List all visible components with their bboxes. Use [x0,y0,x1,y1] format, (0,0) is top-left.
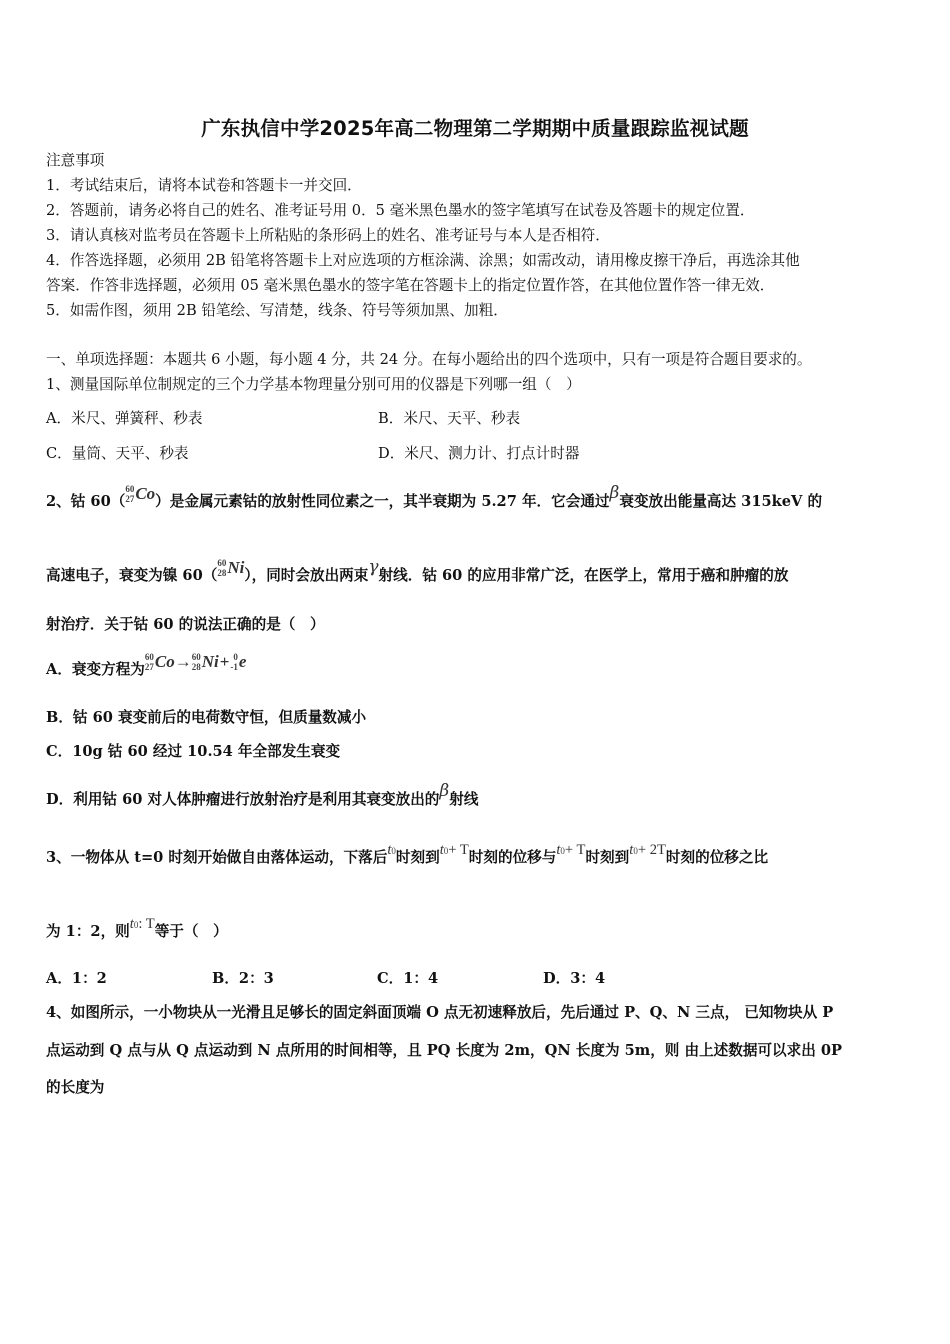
text-fragment: D．利用钴 60 对人体肿瘤进行放射治疗是利用其衰变放出的 [46,791,440,808]
notice-item: 4．作答选择题，必须用 2B 铅笔将答题卡上对应选项的方框涂满、涂黑；如需改动，请用橡皮擦干净后，再选涂其他 [46,252,800,269]
mass-number: 60 [217,558,227,568]
gamma-symbol: γ [368,557,379,577]
math-symbol: + T [564,842,586,858]
text-fragment: 高速电子，衰变为镍 60（ [46,567,218,584]
notice-item: 答案．作答非选择题，必须用 05 毫米黑色墨水的签字笔在答题卡上的指定位置作答，在其他位置作答一律无效． [46,277,775,294]
math-symbol: t [556,842,561,858]
question-4-line-1: 4、如图所示，一小物块从一光滑且足够长的固定斜面顶端 O 点无初速释放后，先后通过 P、Q、N 三点， 已知物块从 P [46,1004,834,1021]
question-2-option-d [46,781,479,810]
question-2-line-3: 射治疗．关于钴 60 的说法正确的是（ ） [46,616,325,633]
question-3-line-1 [46,842,769,869]
notice-item: 2．答题前，请务必将自己的姓名、准考证号用 0．5 毫米黑色墨水的签字笔填写在试卷及答题卡的规定位置． [46,202,755,219]
question-2-option-c: C．10g 钴 60 经过 10.54 年全部发生衰变 [46,743,341,760]
question-4-line-3: 的长度为 [46,1079,105,1096]
notice-item: 1．考试结束后，请将本试卷和答题卡一并交回． [46,177,362,194]
text-fragment: A．衰变方程为 [46,661,145,678]
subscript: 0 [443,846,449,856]
section-heading: 一、单项选择题：本题共 6 小题，每小题 4 分，共 24 分。在每小题给出的四个选项中，只有一项是符合题目要求的。 [46,351,812,368]
math-symbol: t [629,842,634,858]
text-fragment: 2、钴 60（ [46,493,126,510]
question-3-option-d: D．3：4 [543,970,606,987]
mass-number: 0 [233,652,238,662]
question-2-line-1 [46,483,823,512]
text-fragment: 3、一物体从 t=0 时刻开始做自由落体运动，下落后 [46,849,388,866]
arrow-icon: → [174,652,192,671]
mass-number: 60 [144,652,154,662]
subscript: 0 [560,846,565,856]
atomic-number: 28 [191,662,201,672]
question-2-line-2 [46,557,789,586]
text-fragment: 时刻的位移之比 [665,849,769,866]
atomic-number: 28 [217,568,227,578]
ratio-expression [130,915,155,932]
t0-plus-t-expression [556,841,585,858]
question-3-line-2 [46,916,228,943]
element-symbol: Ni [201,652,219,671]
text-fragment: 时刻到 [585,849,630,866]
page-title: 广东执信中学2025年高二物理第二学期期中质量跟踪监视试题 [201,117,749,140]
question-3-option-c: C．1：4 [377,970,439,987]
t0-expression [387,841,396,858]
t0-plus-2t-expression [629,841,666,858]
text-fragment: ）是金属元素钴的放射性同位素之一，其半衰期为 5.27 年．它会通过 [155,493,610,510]
question-1-option-d: D．米尺、测力计、打点计时器 [378,445,580,462]
question-4-line-2: 点运动到 Q 点与从 Q 点运动到 N 点所用的时间相等，且 PQ 长度为 2m，QN 长度为 5m，则 由上述数据可以求出 0P [46,1042,843,1059]
atomic-number: -1 [230,662,238,672]
subscript: 0 [133,920,139,930]
element-symbol: Ni [227,558,245,577]
text-fragment: 射线 [449,791,479,808]
math-symbol: t [439,842,444,858]
notice-heading: 注意事项 [46,152,105,169]
notice-item: 5．如需作图，须用 2B 铅笔绘、写清楚，线条、符号等须加黑、加粗． [46,302,508,319]
question-1-option-b: B．米尺、天平、秒表 [378,410,521,427]
text-fragment: 为 1：2，则 [46,923,130,940]
question-1-option-a: A．米尺、弹簧秤、秒表 [46,410,203,427]
plus-sign: + [219,652,230,671]
question-3-option-b: B．2：3 [212,970,274,987]
question-2-option-a [46,652,247,680]
beta-symbol: β [439,781,450,801]
notice-item: 3．请认真核对监考员在答题卡上所粘贴的条形码上的姓名、准考证号与本人是否相符． [46,227,610,244]
question-3-option-a: A．1：2 [46,970,107,987]
question-1-option-c: C．量筒、天平、秒表 [46,445,189,462]
beta-symbol: β [609,483,620,503]
element-symbol: e [238,652,247,671]
math-symbol: : T [138,916,155,932]
text-fragment: 等于（ ） [154,923,228,940]
text-fragment: 时刻到 [395,849,440,866]
math-symbol: t [387,842,392,858]
subscript: 0 [633,846,638,856]
math-symbol: t [129,916,134,932]
nickel-nuclide [217,558,244,578]
cobalt-nuclide [125,484,155,504]
atomic-number: 27 [144,662,154,672]
question-1-stem: 1、测量国际单位制规定的三个力学基本物理量分别可用的仪器是下列哪一组（ ） [46,376,581,393]
mass-number: 60 [125,484,135,494]
decay-equation [145,652,247,672]
text-fragment: 射线．钴 60 的应用非常广泛，在医学上，常用于癌和肿瘤的放 [378,567,789,584]
element-symbol: Co [154,652,175,671]
math-symbol: + 2T [637,842,666,858]
math-symbol: + T [448,842,469,858]
atomic-number: 27 [125,494,135,504]
t0-plus-t-expression [440,841,469,858]
subscript: 0 [391,846,396,856]
question-2-option-b: B．钴 60 衰变前后的电荷数守恒，但质量数减小 [46,709,367,726]
mass-number: 60 [191,652,201,662]
element-symbol: Co [135,484,156,503]
text-fragment: ），同时会放出两束 [244,567,369,584]
text-fragment: 时刻的位移与 [468,849,557,866]
text-fragment: 衰变放出能量高达 315keV 的 [619,493,823,510]
